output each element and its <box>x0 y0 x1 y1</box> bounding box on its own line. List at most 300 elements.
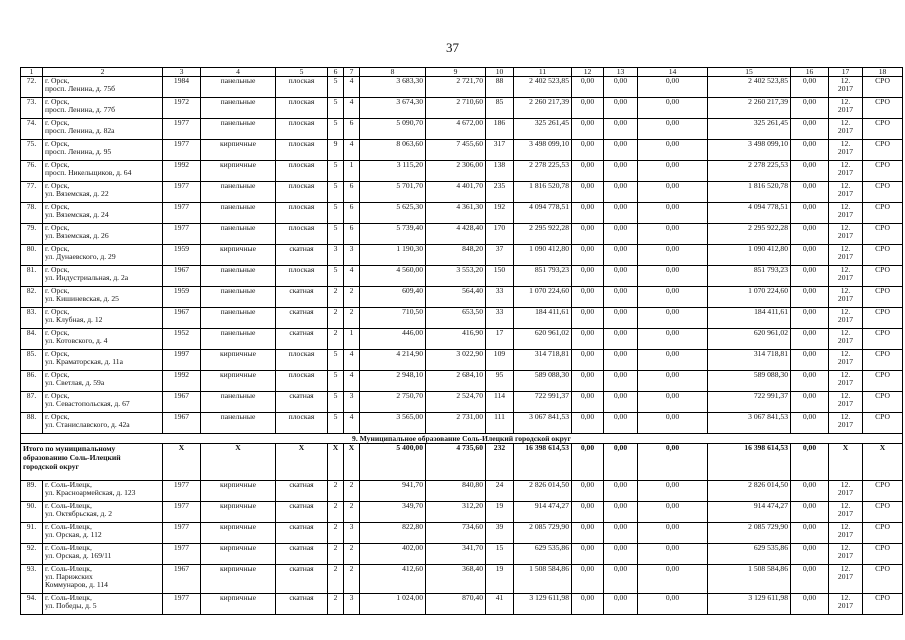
table-cell: 1 816 520,78 <box>514 182 572 203</box>
table-cell: 0,00 <box>638 203 708 224</box>
table-cell: панельные <box>201 266 276 287</box>
table-cell: 94. <box>21 594 43 615</box>
table-cell: 83. <box>21 308 43 329</box>
table-cell: панельные <box>201 98 276 119</box>
repair-period-cell <box>829 413 863 434</box>
table-cell: 1977 <box>163 182 201 203</box>
table-row <box>21 544 903 565</box>
table-cell: 620 961,02 <box>708 329 791 350</box>
table-cell: 0,00 <box>572 371 604 392</box>
cell-line: 12. <box>840 118 851 127</box>
table-cell: 184 411,61 <box>708 308 791 329</box>
cell-line: г. Орск, <box>45 265 70 274</box>
table-cell: 0,00 <box>572 161 604 182</box>
total-cell: 0,00 <box>572 444 604 481</box>
table-cell: 81. <box>21 266 43 287</box>
table-cell: 0,00 <box>572 413 604 434</box>
table-cell: скатная <box>276 245 328 266</box>
table-cell: 5 <box>328 224 344 245</box>
table-cell: плоская <box>276 140 328 161</box>
section-title: 9. Муниципальное образование Соль-Илецкий городской округ <box>21 434 903 444</box>
table-cell: 2 260 217,39 <box>514 98 572 119</box>
table-cell: 0,00 <box>791 224 829 245</box>
table-cell: 0,00 <box>638 523 708 544</box>
table-cell: 0,00 <box>572 140 604 161</box>
table-cell: кирпичные <box>201 350 276 371</box>
cell-line: просп. Ленина, д. 75б <box>45 84 116 93</box>
table-cell: 314 718,81 <box>708 350 791 371</box>
table-cell: 88 <box>486 77 514 98</box>
cell-line: 2017 <box>837 210 854 219</box>
table-cell: СРО <box>863 98 903 119</box>
table-cell: 0,00 <box>572 544 604 565</box>
table-cell: СРО <box>863 502 903 523</box>
table-cell: 1977 <box>163 119 201 140</box>
table-cell: 4 <box>344 371 360 392</box>
table-cell: 368,40 <box>426 565 486 594</box>
table-cell: 2 <box>344 308 360 329</box>
table-cell: 19 <box>486 565 514 594</box>
column-number: 11 <box>514 68 572 77</box>
table-cell: 2 <box>328 565 344 594</box>
table-cell: 4 560,00 <box>360 266 426 287</box>
cell-line: 2017 <box>837 315 854 324</box>
table-row <box>21 245 903 266</box>
table-row <box>21 182 903 203</box>
table-cell: скатная <box>276 308 328 329</box>
table-cell: СРО <box>863 329 903 350</box>
table-cell: 6 <box>344 224 360 245</box>
column-number: 18 <box>863 68 903 77</box>
table-cell: 235 <box>486 182 514 203</box>
table-cell: 2 <box>344 544 360 565</box>
total-cell: 5 400,00 <box>360 444 426 481</box>
table-cell: 1977 <box>163 544 201 565</box>
cell-line: ул. Дунаевского, д. 29 <box>45 252 116 261</box>
table-cell: 0,00 <box>604 523 638 544</box>
cell-line: г. Соль-Илецк, <box>45 593 92 602</box>
table-cell: 2 <box>328 523 344 544</box>
table-cell: 0,00 <box>791 308 829 329</box>
table-cell: 0,00 <box>572 481 604 502</box>
table-cell: 41 <box>486 594 514 615</box>
table-cell: 0,00 <box>791 203 829 224</box>
table-cell: 0,00 <box>604 502 638 523</box>
table-cell: 2 402 523,85 <box>514 77 572 98</box>
table-cell: 92. <box>21 544 43 565</box>
cell-line: ул. Октябрьская, д. 2 <box>45 509 113 518</box>
column-number: 1 <box>21 68 43 77</box>
cell-line: 12. <box>840 244 851 253</box>
table-cell: 325 261,45 <box>514 119 572 140</box>
table-cell: 93. <box>21 565 43 594</box>
table-cell: панельные <box>201 224 276 245</box>
table-cell: 86. <box>21 371 43 392</box>
cell-line: г. Орск, <box>45 223 70 232</box>
table-cell: скатная <box>276 523 328 544</box>
column-number: 6 <box>328 68 344 77</box>
column-number: 13 <box>604 68 638 77</box>
table-cell: 349,70 <box>360 502 426 523</box>
table-cell: 2 402 523,85 <box>708 77 791 98</box>
table-cell: 2 <box>344 287 360 308</box>
table-cell: 0,00 <box>604 203 638 224</box>
cell-line: ул. Вяземская, д. 22 <box>45 189 109 198</box>
table-cell: 2 <box>328 481 344 502</box>
table-cell: 629 535,86 <box>708 544 791 565</box>
address-cell <box>43 161 163 182</box>
table-cell: 80. <box>21 245 43 266</box>
table-row <box>21 502 903 523</box>
cell-line: 12. <box>840 370 851 379</box>
cell-line: 12. <box>840 564 851 573</box>
table-cell: 0,00 <box>791 182 829 203</box>
table-cell: 0,00 <box>791 481 829 502</box>
table-cell: 2 <box>328 329 344 350</box>
table-cell: 416,90 <box>426 329 486 350</box>
table-cell: 3 553,20 <box>426 266 486 287</box>
table-cell: 609,40 <box>360 287 426 308</box>
table-cell: 2 684,10 <box>426 371 486 392</box>
table-cell: 0,00 <box>791 287 829 308</box>
table-cell: 114 <box>486 392 514 413</box>
column-number: 8 <box>360 68 426 77</box>
cell-line: 12. <box>840 328 851 337</box>
table-cell: 5 <box>328 350 344 371</box>
table-cell: 74. <box>21 119 43 140</box>
table-cell: 3 674,30 <box>360 98 426 119</box>
table-cell: 0,00 <box>638 224 708 245</box>
cell-line: 2017 <box>837 189 854 198</box>
registry-table <box>20 67 903 615</box>
address-cell <box>43 203 163 224</box>
table-cell: 82. <box>21 287 43 308</box>
table-cell: 0,00 <box>572 245 604 266</box>
table-cell: 0,00 <box>638 594 708 615</box>
cell-line: ул. Парижских <box>45 572 93 581</box>
table-cell: 37 <box>486 245 514 266</box>
total-cell: X <box>201 444 276 481</box>
table-cell: 0,00 <box>791 119 829 140</box>
column-number: 12 <box>572 68 604 77</box>
table-cell: 1997 <box>163 350 201 371</box>
table-cell: СРО <box>863 287 903 308</box>
table-cell: 2 948,10 <box>360 371 426 392</box>
table-cell: 95 <box>486 371 514 392</box>
table-row <box>21 413 903 434</box>
table-cell: плоская <box>276 371 328 392</box>
table-cell: 0,00 <box>604 481 638 502</box>
table-cell: 0,00 <box>604 266 638 287</box>
table-cell: 0,00 <box>791 565 829 594</box>
repair-period-cell <box>829 565 863 594</box>
address-cell <box>43 287 163 308</box>
repair-period-cell <box>829 203 863 224</box>
cell-line: г. Орск, <box>45 160 70 169</box>
table-row <box>21 350 903 371</box>
table-cell: 2 278 225,53 <box>514 161 572 182</box>
table-cell: 446,00 <box>360 329 426 350</box>
cell-line: 2017 <box>837 273 854 282</box>
table-cell: 0,00 <box>638 245 708 266</box>
table-cell: 89. <box>21 481 43 502</box>
total-label-line: Итого по муниципальному <box>23 444 116 453</box>
cell-line: 2017 <box>837 420 854 429</box>
total-cell: X <box>863 444 903 481</box>
cell-line: 2017 <box>837 336 854 345</box>
cell-line: 2017 <box>837 168 854 177</box>
table-cell: скатная <box>276 544 328 565</box>
table-cell: 5 625,30 <box>360 203 426 224</box>
cell-line: 2017 <box>837 84 854 93</box>
table-cell: 3 <box>344 594 360 615</box>
table-cell: 8 063,60 <box>360 140 426 161</box>
repair-period-cell <box>829 224 863 245</box>
table-cell: СРО <box>863 224 903 245</box>
table-cell: 5 <box>328 119 344 140</box>
repair-period-cell <box>829 287 863 308</box>
table-cell: 0,00 <box>604 182 638 203</box>
table-cell: панельные <box>201 182 276 203</box>
cell-line: 2017 <box>837 530 854 539</box>
address-cell <box>43 245 163 266</box>
table-cell: 0,00 <box>791 350 829 371</box>
table-cell: 0,00 <box>572 523 604 544</box>
address-cell <box>43 266 163 287</box>
table-cell: 4 094 778,51 <box>514 203 572 224</box>
table-cell: СРО <box>863 182 903 203</box>
table-cell: 840,80 <box>426 481 486 502</box>
cell-line: 2017 <box>837 252 854 261</box>
table-cell: 4 <box>344 98 360 119</box>
cell-line: 2017 <box>837 126 854 135</box>
table-cell: 1 508 584,86 <box>514 565 572 594</box>
cell-line: г. Орск, <box>45 286 70 295</box>
table-cell: 0,00 <box>604 140 638 161</box>
table-cell: 2 <box>328 544 344 565</box>
table-cell: 1977 <box>163 481 201 502</box>
table-cell: 7 455,60 <box>426 140 486 161</box>
table-cell: панельные <box>201 119 276 140</box>
address-cell <box>43 350 163 371</box>
table-cell: 4 <box>344 350 360 371</box>
repair-period-cell <box>829 594 863 615</box>
table-body-sol-iletsk-rows <box>21 481 903 615</box>
table-cell: 5 739,40 <box>360 224 426 245</box>
table-cell: 17 <box>486 329 514 350</box>
table-cell: 3 <box>344 245 360 266</box>
table-cell: плоская <box>276 203 328 224</box>
table-cell: 2 <box>344 481 360 502</box>
table-row <box>21 392 903 413</box>
table-cell: 91. <box>21 523 43 544</box>
total-cell: 4 735,60 <box>426 444 486 481</box>
table-cell: 589 088,30 <box>708 371 791 392</box>
cell-line: 12. <box>840 160 851 169</box>
table-cell: СРО <box>863 77 903 98</box>
table-cell: 1952 <box>163 329 201 350</box>
table-cell: скатная <box>276 329 328 350</box>
table-cell: 341,70 <box>426 544 486 565</box>
table-cell: панельные <box>201 392 276 413</box>
table-cell: плоская <box>276 182 328 203</box>
table-cell: 0,00 <box>791 266 829 287</box>
table-cell: 0,00 <box>791 371 829 392</box>
cell-line: ул. Кишиневская, д. 25 <box>45 294 119 303</box>
repair-period-cell <box>829 98 863 119</box>
table-cell: 0,00 <box>638 481 708 502</box>
repair-period-cell <box>829 350 863 371</box>
column-number: 17 <box>829 68 863 77</box>
table-cell: 2 826 014,50 <box>514 481 572 502</box>
table-cell: скатная <box>276 565 328 594</box>
column-number: 10 <box>486 68 514 77</box>
total-cell: 0,00 <box>604 444 638 481</box>
total-cell: 232 <box>486 444 514 481</box>
table-cell: скатная <box>276 392 328 413</box>
table-cell: СРО <box>863 350 903 371</box>
table-cell: скатная <box>276 594 328 615</box>
table-cell: 3 067 841,53 <box>514 413 572 434</box>
table-cell: 1967 <box>163 392 201 413</box>
table-cell: 6 <box>344 182 360 203</box>
table-cell: 0,00 <box>638 544 708 565</box>
table-cell: 33 <box>486 287 514 308</box>
address-cell <box>43 502 163 523</box>
table-cell: 5 <box>328 77 344 98</box>
total-cell: X <box>829 444 863 481</box>
table-cell: 4 094 778,51 <box>708 203 791 224</box>
table-cell: 0,00 <box>638 119 708 140</box>
table-cell: кирпичные <box>201 245 276 266</box>
table-cell: 564,40 <box>426 287 486 308</box>
total-cell: X <box>344 444 360 481</box>
table-cell: 1977 <box>163 594 201 615</box>
table-cell: 734,60 <box>426 523 486 544</box>
table-cell: 85 <box>486 98 514 119</box>
table-cell: 15 <box>486 544 514 565</box>
table-cell: 90. <box>21 502 43 523</box>
table-cell: 4 <box>344 266 360 287</box>
table-cell: 6 <box>344 203 360 224</box>
table-cell: плоская <box>276 119 328 140</box>
cell-line: 12. <box>840 76 851 85</box>
table-cell: 0,00 <box>791 523 829 544</box>
table-cell: 0,00 <box>604 371 638 392</box>
cell-line: ул. Индустриальная, д. 2а <box>45 273 129 282</box>
cell-line: 2017 <box>837 294 854 303</box>
column-number: 15 <box>708 68 791 77</box>
table-cell: 19 <box>486 502 514 523</box>
table-cell: 3 <box>344 523 360 544</box>
table-cell: 5 <box>328 182 344 203</box>
address-cell <box>43 371 163 392</box>
table-cell: 72. <box>21 77 43 98</box>
table-cell: 2 295 922,28 <box>708 224 791 245</box>
table-cell: СРО <box>863 413 903 434</box>
table-row <box>21 523 903 544</box>
table-cell: 0,00 <box>572 287 604 308</box>
cell-line: ул. Севастопольская, д. 67 <box>45 399 130 408</box>
table-cell: 9 <box>328 140 344 161</box>
table-cell: кирпичные <box>201 140 276 161</box>
table-cell: 184 411,61 <box>514 308 572 329</box>
table-cell: 2 <box>328 308 344 329</box>
table-cell: 0,00 <box>638 77 708 98</box>
address-cell <box>43 98 163 119</box>
table-cell: 1984 <box>163 77 201 98</box>
column-number: 9 <box>426 68 486 77</box>
table-row <box>21 98 903 119</box>
table-cell: 1967 <box>163 565 201 594</box>
table-cell: плоская <box>276 161 328 182</box>
total-cell: 0,00 <box>638 444 708 481</box>
table-cell: 620 961,02 <box>514 329 572 350</box>
table-cell: 589 088,30 <box>514 371 572 392</box>
column-number: 5 <box>276 68 328 77</box>
table-row <box>21 594 903 615</box>
table-cell: 1972 <box>163 98 201 119</box>
cell-line: ул. Вяземская, д. 24 <box>45 210 109 219</box>
column-number-row <box>21 68 903 77</box>
repair-period-cell <box>829 140 863 161</box>
table-cell: 5 <box>328 392 344 413</box>
table-cell: 0,00 <box>791 502 829 523</box>
table-cell: 4 361,30 <box>426 203 486 224</box>
repair-period-cell <box>829 161 863 182</box>
table-cell: 4 214,90 <box>360 350 426 371</box>
cell-line: ул. Победы, д. 5 <box>45 601 97 610</box>
table-cell: кирпичные <box>201 523 276 544</box>
table-cell: 1977 <box>163 224 201 245</box>
cell-line: 2017 <box>837 147 854 156</box>
cell-line: 2017 <box>837 572 854 581</box>
table-cell: кирпичные <box>201 371 276 392</box>
table-cell: 0,00 <box>572 266 604 287</box>
table-cell: 4 428,40 <box>426 224 486 245</box>
column-number: 7 <box>344 68 360 77</box>
table-cell: 192 <box>486 203 514 224</box>
address-cell <box>43 308 163 329</box>
cell-line: г. Орск, <box>45 307 70 316</box>
table-cell: 0,00 <box>604 594 638 615</box>
table-cell: 0,00 <box>604 119 638 140</box>
cell-line: 2017 <box>837 399 854 408</box>
table-cell: панельные <box>201 287 276 308</box>
cell-line: 2017 <box>837 601 854 610</box>
table-cell: 317 <box>486 140 514 161</box>
table-cell: 2 710,60 <box>426 98 486 119</box>
table-cell: плоская <box>276 350 328 371</box>
cell-line: г. Орск, <box>45 139 70 148</box>
address-cell <box>43 413 163 434</box>
table-cell: 0,00 <box>638 329 708 350</box>
cell-line: г. Орск, <box>45 391 70 400</box>
table-cell: 170 <box>486 224 514 245</box>
table-cell: кирпичные <box>201 502 276 523</box>
table-cell: 2 <box>328 287 344 308</box>
table-cell: 39 <box>486 523 514 544</box>
table-cell: СРО <box>863 371 903 392</box>
cell-line: 12. <box>840 223 851 232</box>
total-label-line: образованию Соль-Илецкий <box>23 453 121 462</box>
table-row <box>21 329 903 350</box>
repair-period-cell <box>829 119 863 140</box>
table-cell: 1 070 224,60 <box>708 287 791 308</box>
table-cell: 1992 <box>163 371 201 392</box>
table-cell: 0,00 <box>638 161 708 182</box>
column-number: 16 <box>791 68 829 77</box>
